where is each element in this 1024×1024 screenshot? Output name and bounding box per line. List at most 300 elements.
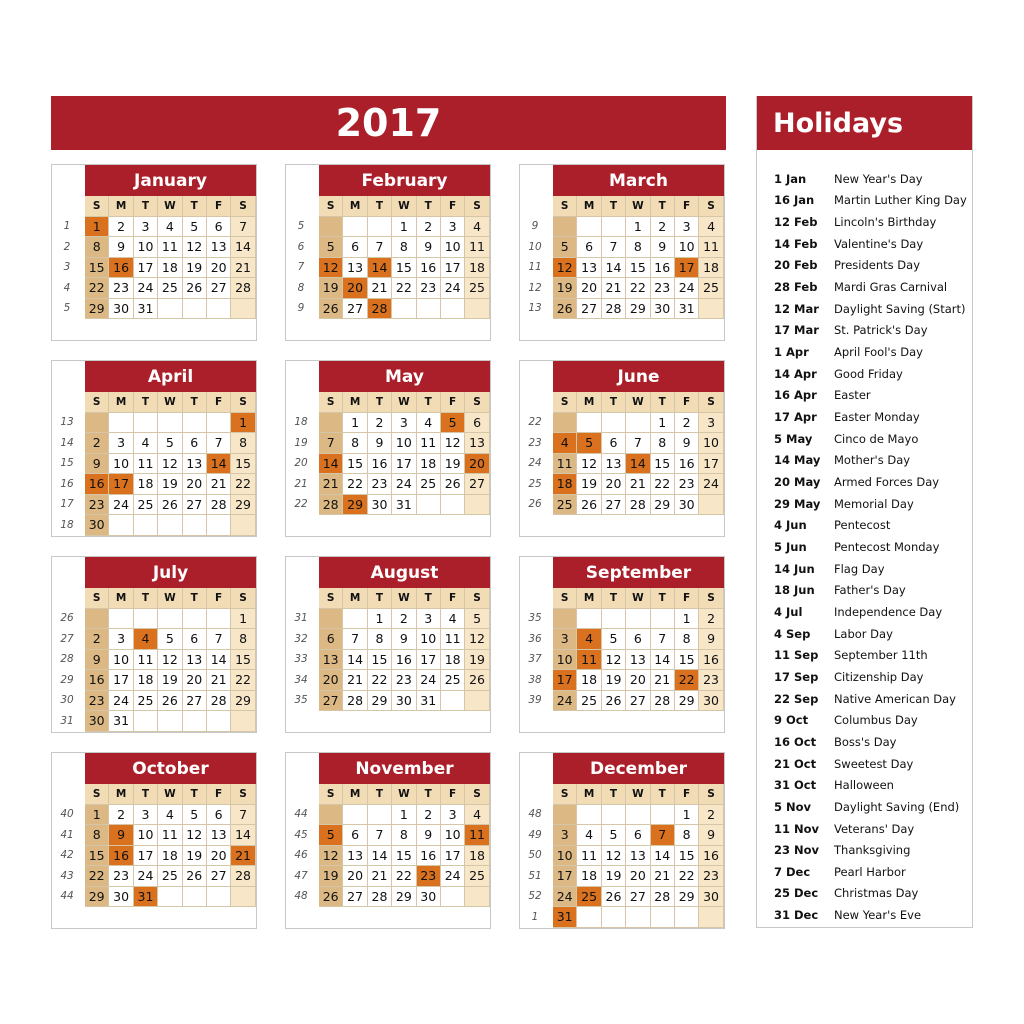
- weekday-header: S: [465, 196, 489, 217]
- day-cell: 23: [675, 474, 699, 495]
- weekday-header: F: [441, 784, 465, 805]
- day-cell: 9: [699, 825, 723, 846]
- day-cell: 22: [368, 670, 392, 691]
- day-cell: 6: [183, 629, 207, 650]
- weekday-header: S: [699, 784, 723, 805]
- day-cell: 30: [368, 495, 392, 516]
- day-cell: 17: [109, 670, 133, 691]
- day-cell: 15: [85, 258, 109, 279]
- day-cell: 30: [675, 495, 699, 516]
- day-cell: 4: [417, 413, 441, 434]
- weekday-header: M: [343, 588, 367, 609]
- day-cell: 27: [183, 495, 207, 516]
- day-cell: 14: [207, 650, 231, 671]
- weekday-header: M: [577, 392, 601, 413]
- day-grid: [553, 784, 724, 928]
- day-cell: 30: [392, 691, 416, 712]
- holiday-row: [757, 276, 972, 298]
- day-cell: 18: [134, 670, 158, 691]
- day-cell: 16: [675, 454, 699, 475]
- day-cell: 5: [577, 433, 601, 454]
- day-cell: 28: [651, 691, 675, 712]
- day-cell: 28: [231, 278, 255, 299]
- day-cell: 7: [602, 237, 626, 258]
- weekday-header: M: [109, 196, 133, 217]
- empty-cell: [134, 609, 158, 630]
- empty-cell: [158, 887, 182, 908]
- week-number: 48: [294, 890, 308, 903]
- holiday-date: 9 Oct: [774, 713, 809, 728]
- day-cell: 12: [158, 650, 182, 671]
- week-number: 4: [63, 281, 71, 294]
- day-cell: 1: [626, 217, 650, 238]
- holiday-name: Mother's Day: [834, 453, 911, 468]
- day-cell: 3: [109, 433, 133, 454]
- empty-cell: [207, 299, 231, 320]
- holiday-name: Easter: [834, 388, 871, 403]
- day-cell: 16: [651, 258, 675, 279]
- day-cell: 27: [207, 278, 231, 299]
- week-number: 47: [294, 869, 308, 882]
- week-number: 50: [528, 849, 542, 862]
- day-cell: 11: [441, 629, 465, 650]
- day-cell: 1: [85, 805, 109, 826]
- holiday-date: 21 Oct: [774, 756, 817, 771]
- day-cell: 12: [319, 258, 343, 279]
- weekday-header: S: [699, 196, 723, 217]
- month-title: March: [553, 165, 724, 196]
- holiday-row: [757, 818, 972, 840]
- empty-cell: [158, 711, 182, 732]
- day-cell: 18: [699, 258, 723, 279]
- day-cell: 23: [699, 866, 723, 887]
- holiday-date: 17 Sep: [774, 669, 819, 684]
- day-cell: 1: [651, 413, 675, 434]
- day-cell: 19: [577, 474, 601, 495]
- holiday-row: [757, 320, 972, 342]
- holiday-date: 29 May: [774, 496, 821, 511]
- empty-cell: [465, 691, 489, 712]
- holiday-date: 12 Feb: [774, 215, 818, 230]
- month-title: November: [319, 753, 490, 784]
- day-cell: 30: [109, 299, 133, 320]
- empty-cell: [465, 495, 489, 516]
- day-cell: 26: [158, 691, 182, 712]
- weekday-header: T: [368, 196, 392, 217]
- holiday-row: [757, 796, 972, 818]
- day-cell: 23: [368, 474, 392, 495]
- day-cell: 19: [602, 670, 626, 691]
- day-cell: 4: [577, 825, 601, 846]
- holiday-date: 11 Sep: [774, 648, 819, 663]
- week-number: 13: [528, 302, 542, 315]
- holiday-name: Easter Monday: [834, 410, 920, 425]
- day-cell: 24: [417, 670, 441, 691]
- empty-cell: [319, 413, 343, 434]
- day-cell: 10: [675, 237, 699, 258]
- day-cell: 14: [651, 846, 675, 867]
- day-cell: 25: [441, 670, 465, 691]
- holiday-date: 5 Jun: [774, 539, 807, 554]
- day-cell: 17: [134, 258, 158, 279]
- holiday-row: [757, 428, 972, 450]
- holiday-name: Native American Day: [834, 691, 956, 706]
- day-cell: 22: [626, 278, 650, 299]
- holiday-date: 1 Apr: [774, 345, 809, 360]
- day-grid: [85, 588, 256, 732]
- day-cell: 26: [553, 299, 577, 320]
- day-cell: 14: [626, 454, 650, 475]
- weekday-header: T: [368, 588, 392, 609]
- week-number: 44: [60, 890, 74, 903]
- weekday-header: T: [134, 784, 158, 805]
- day-cell: 9: [651, 237, 675, 258]
- month-september: [519, 556, 725, 733]
- day-cell: 17: [441, 258, 465, 279]
- day-grid: [553, 588, 724, 711]
- day-cell: 28: [368, 887, 392, 908]
- empty-cell: [207, 609, 231, 630]
- day-cell: 14: [319, 454, 343, 475]
- day-cell: 29: [392, 887, 416, 908]
- day-cell: 19: [158, 670, 182, 691]
- weekday-header: W: [158, 588, 182, 609]
- week-number: 23: [528, 436, 542, 449]
- day-cell: 9: [417, 825, 441, 846]
- day-cell: 20: [602, 474, 626, 495]
- day-cell: 15: [231, 650, 255, 671]
- weekday-header: W: [392, 196, 416, 217]
- day-cell: 6: [465, 413, 489, 434]
- holiday-date: 28 Feb: [774, 280, 818, 295]
- day-cell: 5: [183, 217, 207, 238]
- day-cell: 13: [343, 258, 367, 279]
- holiday-name: New Year's Day: [834, 171, 923, 186]
- week-number: 19: [294, 436, 308, 449]
- holiday-name: Sweetest Day: [834, 756, 914, 771]
- holiday-row: [757, 601, 972, 623]
- month-title: October: [85, 753, 256, 784]
- day-cell: 6: [207, 805, 231, 826]
- day-cell: 2: [109, 805, 133, 826]
- day-cell: 19: [183, 258, 207, 279]
- day-cell: 15: [626, 258, 650, 279]
- day-cell: 27: [343, 887, 367, 908]
- day-cell: 19: [441, 454, 465, 475]
- day-cell: 21: [207, 670, 231, 691]
- day-cell: 8: [231, 629, 255, 650]
- day-cell: 3: [441, 805, 465, 826]
- day-cell: 15: [392, 258, 416, 279]
- day-cell: 9: [85, 454, 109, 475]
- empty-cell: [602, 413, 626, 434]
- empty-cell: [319, 609, 343, 630]
- holiday-name: Columbus Day: [834, 713, 918, 728]
- empty-cell: [158, 299, 182, 320]
- day-cell: 13: [626, 650, 650, 671]
- weekday-header: M: [109, 392, 133, 413]
- weekday-header: F: [675, 392, 699, 413]
- week-number: 35: [528, 612, 542, 625]
- empty-cell: [602, 609, 626, 630]
- holiday-name: Valentine's Day: [834, 236, 924, 251]
- weekday-header: T: [417, 784, 441, 805]
- holiday-date: 16 Oct: [774, 734, 817, 749]
- week-number: 28: [60, 653, 74, 666]
- holiday-name: Good Friday: [834, 366, 903, 381]
- empty-cell: [207, 515, 231, 536]
- day-cell: 10: [441, 825, 465, 846]
- day-cell: 10: [134, 237, 158, 258]
- empty-cell: [392, 299, 416, 320]
- day-cell: 2: [109, 217, 133, 238]
- weekday-header: T: [651, 784, 675, 805]
- day-cell: 3: [134, 805, 158, 826]
- empty-cell: [158, 515, 182, 536]
- week-number: 15: [60, 457, 74, 470]
- week-number: 18: [294, 416, 308, 429]
- holiday-name: Memorial Day: [834, 496, 914, 511]
- day-cell: 16: [417, 846, 441, 867]
- week-number: 25: [528, 477, 542, 490]
- day-cell: 10: [699, 433, 723, 454]
- holiday-date: 20 May: [774, 475, 821, 490]
- empty-cell: [207, 711, 231, 732]
- day-cell: 26: [465, 670, 489, 691]
- weekday-header: T: [602, 392, 626, 413]
- holiday-name: Veterans' Day: [834, 821, 915, 836]
- day-cell: 20: [465, 454, 489, 475]
- weekday-header: S: [699, 392, 723, 413]
- week-number: 12: [528, 281, 542, 294]
- day-cell: 1: [368, 609, 392, 630]
- holiday-row: [757, 666, 972, 688]
- day-cell: 31: [134, 299, 158, 320]
- holiday-row: [757, 168, 972, 190]
- week-number: 49: [528, 828, 542, 841]
- day-cell: 19: [183, 846, 207, 867]
- day-cell: 22: [231, 474, 255, 495]
- day-cell: 5: [183, 805, 207, 826]
- week-number: 2: [63, 240, 71, 253]
- week-number: 1: [63, 220, 71, 233]
- week-numbers: [286, 412, 316, 515]
- month-october: [51, 752, 257, 929]
- day-cell: 12: [602, 650, 626, 671]
- day-cell: 5: [465, 609, 489, 630]
- holiday-date: 12 Mar: [774, 301, 819, 316]
- holiday-date: 4 Jul: [774, 604, 803, 619]
- weekday-header: W: [626, 784, 650, 805]
- day-cell: 11: [134, 650, 158, 671]
- week-number: 31: [294, 612, 308, 625]
- day-cell: 27: [626, 691, 650, 712]
- day-cell: 29: [85, 299, 109, 320]
- day-cell: 17: [441, 846, 465, 867]
- empty-cell: [651, 609, 675, 630]
- day-cell: 13: [207, 237, 231, 258]
- day-cell: 30: [699, 887, 723, 908]
- holiday-date: 4 Jun: [774, 518, 807, 533]
- month-title: May: [319, 361, 490, 392]
- day-cell: 24: [441, 866, 465, 887]
- day-cell: 25: [577, 691, 601, 712]
- day-cell: 29: [231, 495, 255, 516]
- weekday-header: T: [368, 784, 392, 805]
- day-cell: 24: [109, 691, 133, 712]
- day-cell: 5: [553, 237, 577, 258]
- holiday-row: [757, 731, 972, 753]
- day-cell: 8: [675, 629, 699, 650]
- day-cell: 22: [85, 278, 109, 299]
- day-grid: [85, 784, 256, 907]
- weekday-header: S: [319, 588, 343, 609]
- day-cell: 8: [651, 433, 675, 454]
- holiday-name: Boss's Day: [834, 734, 897, 749]
- week-number: 52: [528, 890, 542, 903]
- week-number: 46: [294, 849, 308, 862]
- month-title: December: [553, 753, 724, 784]
- holiday-row: [757, 579, 972, 601]
- day-cell: 26: [441, 474, 465, 495]
- day-cell: 23: [85, 691, 109, 712]
- holiday-row: [757, 255, 972, 277]
- day-cell: 5: [602, 629, 626, 650]
- day-cell: 21: [602, 278, 626, 299]
- holiday-date: 16 Apr: [774, 388, 817, 403]
- holiday-name: Daylight Saving (End): [834, 799, 960, 814]
- empty-cell: [465, 887, 489, 908]
- day-cell: 22: [392, 278, 416, 299]
- holiday-row: [757, 406, 972, 428]
- holiday-name: Halloween: [834, 778, 894, 793]
- holiday-name: Christmas Day: [834, 886, 919, 901]
- day-cell: 21: [231, 846, 255, 867]
- holiday-date: 25 Dec: [774, 886, 819, 901]
- week-number: 5: [63, 302, 71, 315]
- day-grid: [553, 392, 724, 515]
- day-cell: 20: [626, 866, 650, 887]
- day-grid: [553, 196, 724, 319]
- holidays-panel: [756, 96, 973, 928]
- day-cell: 11: [158, 825, 182, 846]
- weekday-header: M: [577, 196, 601, 217]
- day-cell: 28: [343, 691, 367, 712]
- holiday-date: 31 Dec: [774, 908, 819, 923]
- day-cell: 16: [85, 670, 109, 691]
- day-cell: 8: [626, 237, 650, 258]
- week-numbers: [520, 412, 550, 515]
- weekday-header: S: [465, 588, 489, 609]
- day-cell: 12: [577, 454, 601, 475]
- week-number: 5: [297, 220, 305, 233]
- day-cell: 3: [675, 217, 699, 238]
- holiday-date: 17 Mar: [774, 323, 819, 338]
- day-cell: 5: [441, 413, 465, 434]
- empty-cell: [207, 887, 231, 908]
- day-cell: 9: [699, 629, 723, 650]
- empty-cell: [675, 907, 699, 928]
- empty-cell: [626, 413, 650, 434]
- weekday-header: F: [441, 588, 465, 609]
- day-cell: 16: [368, 454, 392, 475]
- week-number: 31: [60, 714, 74, 727]
- day-cell: 10: [392, 433, 416, 454]
- day-cell: 1: [392, 217, 416, 238]
- empty-cell: [441, 887, 465, 908]
- day-cell: 22: [675, 670, 699, 691]
- week-number: 34: [294, 673, 308, 686]
- empty-cell: [368, 805, 392, 826]
- day-cell: 7: [343, 629, 367, 650]
- day-cell: 30: [699, 691, 723, 712]
- day-cell: 3: [417, 609, 441, 630]
- day-cell: 12: [183, 825, 207, 846]
- weekday-header: T: [183, 392, 207, 413]
- holiday-date: 14 May: [774, 453, 821, 468]
- empty-cell: [417, 299, 441, 320]
- empty-cell: [651, 907, 675, 928]
- day-cell: 20: [626, 670, 650, 691]
- day-cell: 30: [85, 711, 109, 732]
- holiday-row: [757, 450, 972, 472]
- day-cell: 2: [675, 413, 699, 434]
- day-cell: 29: [231, 691, 255, 712]
- week-number: 36: [528, 632, 542, 645]
- day-cell: 4: [465, 805, 489, 826]
- weekday-header: W: [392, 784, 416, 805]
- weekday-header: F: [207, 196, 231, 217]
- weekday-header: T: [651, 392, 675, 413]
- day-cell: 16: [109, 846, 133, 867]
- empty-cell: [109, 609, 133, 630]
- day-cell: 5: [602, 825, 626, 846]
- holiday-name: New Year's Eve: [834, 908, 922, 923]
- weekday-header: W: [626, 196, 650, 217]
- empty-cell: [158, 413, 182, 434]
- weekday-header: W: [158, 196, 182, 217]
- day-cell: 19: [602, 866, 626, 887]
- day-cell: 28: [231, 866, 255, 887]
- day-cell: 20: [343, 866, 367, 887]
- weekday-header: S: [553, 392, 577, 413]
- holiday-name: Mardi Gras Carnival: [834, 280, 948, 295]
- weekday-header: M: [343, 784, 367, 805]
- weekday-header: S: [465, 392, 489, 413]
- day-cell: 15: [392, 846, 416, 867]
- day-cell: 11: [134, 454, 158, 475]
- weekday-header: T: [183, 588, 207, 609]
- day-cell: 14: [231, 825, 255, 846]
- day-cell: 6: [207, 217, 231, 238]
- day-cell: 11: [465, 237, 489, 258]
- day-cell: 8: [675, 825, 699, 846]
- day-cell: 3: [134, 217, 158, 238]
- day-cell: 29: [651, 495, 675, 516]
- day-cell: 9: [85, 650, 109, 671]
- day-cell: 29: [675, 887, 699, 908]
- holiday-name: Lincoln's Birthday: [834, 215, 937, 230]
- empty-cell: [577, 217, 601, 238]
- holiday-row: [757, 341, 972, 363]
- day-cell: 10: [553, 846, 577, 867]
- week-number: 29: [60, 673, 74, 686]
- weekday-header: T: [602, 196, 626, 217]
- holiday-name: September 11th: [834, 648, 928, 663]
- holiday-row: [757, 233, 972, 255]
- day-cell: 21: [207, 474, 231, 495]
- day-cell: 20: [207, 258, 231, 279]
